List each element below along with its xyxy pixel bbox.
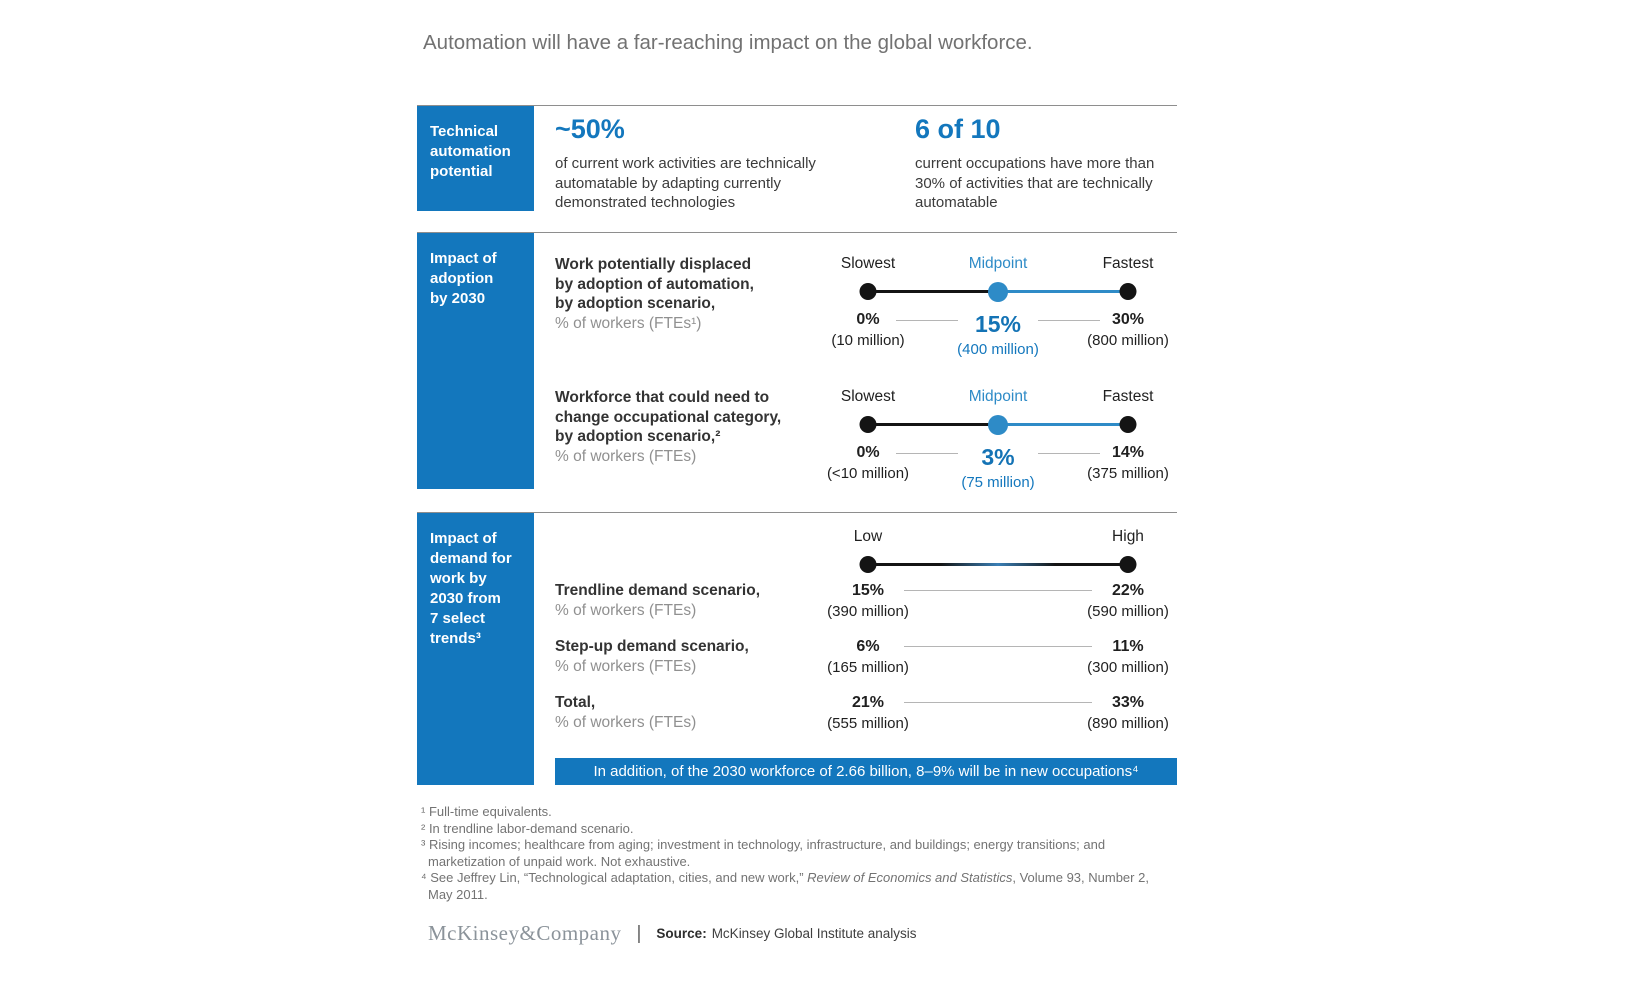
value-connector-line [904, 702, 1092, 703]
source-text: McKinsey Global Institute analysis [711, 926, 917, 941]
row-label-work-displaced [555, 255, 754, 333]
value-slowest [831, 311, 904, 349]
sidebar-technical-automation-potential [417, 106, 534, 211]
row-label-line: by adoption scenario, [555, 295, 716, 312]
adoption-values-row2 [826, 444, 1169, 491]
scale-label-slowest: Slowest [840, 255, 896, 272]
row-sublabel: % of workers (FTEs) [555, 447, 697, 465]
value-percent: 0% [856, 444, 880, 461]
section-technical-automation-potential [417, 105, 1177, 233]
value-percent: 33% [1111, 694, 1145, 711]
footnote-2: ² In trendline labor-demand scenario. [421, 820, 634, 836]
value-connector-line [904, 590, 1092, 591]
value-percent: 6% [856, 638, 880, 655]
value-high [1087, 582, 1169, 620]
sidebar-label-line: automation [430, 143, 511, 160]
stat-description: of current work activities are technically automatable by adapting currently demonstrated technologies [555, 155, 816, 211]
adoption-values-row1 [831, 311, 1169, 358]
value-millions: (75 million) [961, 474, 1035, 491]
sidebar-label-line: demand for [430, 550, 512, 567]
footnotes [421, 804, 1176, 903]
stat-occupations-automatable [915, 114, 1163, 213]
row-label-line: change occupational category, [555, 408, 782, 426]
fastest-dot-icon [1120, 283, 1137, 300]
footer [428, 921, 917, 946]
sidebar-label-line: by 2030 [430, 290, 486, 307]
value-millions: (590 million) [1087, 603, 1169, 620]
page-title: Automation will have a far-reaching impact on the global workforce. [423, 31, 1033, 54]
value-percent: 15% [974, 311, 1022, 337]
scale-label-midpoint: Midpoint [968, 255, 1028, 272]
midpoint-dot-icon [988, 282, 1008, 302]
sidebar-label-line: 7 select [430, 610, 486, 627]
stat-value: 6 of 10 [915, 114, 1001, 144]
scale-label-midpoint: Midpoint [968, 388, 1028, 405]
value-connector-line [896, 320, 958, 321]
value-millions: (10 million) [831, 332, 905, 349]
value-millions: (<10 million) [826, 465, 910, 482]
value-millions: (375 million) [1087, 465, 1169, 482]
value-percent: 0% [856, 311, 880, 328]
value-percent: 15% [851, 582, 885, 599]
value-slowest [827, 444, 909, 482]
sidebar-label-line: Impact of [430, 250, 497, 267]
row-label-line: Step-up demand scenario, [555, 638, 749, 655]
value-millions: (400 million) [957, 341, 1039, 358]
row-sublabel: % of workers (FTEs) [555, 601, 697, 619]
value-connector-line [904, 646, 1092, 647]
value-millions: (390 million) [827, 603, 909, 620]
value-low [827, 582, 909, 620]
row-label-line: by adoption of automation, [555, 275, 754, 293]
slowest-dot-icon [860, 283, 877, 300]
low-dot-icon [860, 556, 877, 573]
stat-description: current occupations have more than 30% of activities that are technically automatable [915, 155, 1155, 211]
value-midpoint [961, 444, 1034, 491]
row-label-line: by adoption scenario,² [555, 428, 721, 445]
new-occupations-banner: In addition, of the 2030 workforce of 2.66 billion, 8–9% will be in new occupations⁴ [555, 758, 1177, 785]
value-percent: 3% [981, 444, 1015, 470]
scale-track [868, 563, 1128, 566]
footer-divider: | [636, 922, 642, 944]
value-millions: (165 million) [827, 659, 909, 676]
row-label-trendline [555, 581, 760, 620]
mckinsey-logo: McKinsey&Company [428, 921, 622, 945]
row-label-line: Total, [555, 694, 596, 711]
row-label-occupational-change [555, 388, 781, 466]
value-high [1087, 638, 1169, 676]
sidebar-label-line: Technical [430, 123, 499, 140]
value-midpoint [957, 311, 1039, 358]
value-percent: 22% [1111, 582, 1145, 599]
scale-label-slowest: Slowest [840, 388, 896, 405]
footnote-4-journal: Review of Economics and Statistics [807, 870, 1013, 885]
value-fastest [1087, 444, 1169, 482]
value-low [827, 638, 909, 676]
row-label-line: Workforce that could need to [555, 389, 770, 406]
section-impact-of-demand [417, 512, 1177, 806]
sidebar-impact-of-adoption [417, 233, 534, 489]
stat-value: ~50% [555, 114, 625, 144]
row-label-step-up [555, 637, 749, 676]
section-impact-of-adoption [417, 232, 1177, 513]
slowest-dot-icon [860, 416, 877, 433]
row-sublabel: % of workers (FTEs) [555, 657, 697, 675]
value-millions: (555 million) [827, 715, 909, 732]
row-sublabel: % of workers (FTEs¹) [555, 314, 702, 332]
sidebar-label-line: 2030 from [430, 590, 501, 607]
midpoint-dot-icon [988, 415, 1008, 435]
footnote-4-post: , Volume 93, Number 2, May 2011. [428, 870, 1149, 902]
fastest-dot-icon [1120, 416, 1137, 433]
row-label-line: Work potentially displaced [555, 256, 752, 273]
footnote-1: ¹ Full-time equivalents. [421, 804, 552, 819]
scale-label-fastest: Fastest [1102, 255, 1154, 272]
footnote-3: ³ Rising incomes; healthcare from aging; investment in technology, infrastructure, and buildings; energy transitions; and marketization of unpaid work. Not exhaustive. [421, 837, 1106, 869]
sidebar-label-line: adoption [430, 270, 494, 287]
source-label: Source: [656, 926, 707, 941]
footnote-4 [421, 870, 1176, 903]
high-dot-icon [1120, 556, 1137, 573]
sidebar-label-line: trends³ [430, 630, 481, 647]
sidebar-label-line: work by [430, 570, 487, 587]
value-millions: (890 million) [1087, 715, 1169, 732]
value-percent: 11% [1112, 638, 1144, 655]
scale-label-low: Low [853, 528, 883, 545]
demand-values-total [827, 694, 1169, 738]
row-label-line: Trendline demand scenario, [555, 582, 761, 599]
sidebar-label-line: Impact of [430, 530, 497, 547]
value-high [1087, 694, 1169, 732]
sidebar-label-line: potential [430, 163, 493, 180]
value-millions: (800 million) [1087, 332, 1169, 349]
value-fastest [1087, 311, 1169, 349]
scale-label-fastest: Fastest [1102, 388, 1154, 405]
value-percent: 14% [1111, 444, 1145, 461]
footnote-4-pre: ⁴ See Jeffrey Lin, “Technological adaptation, cities, and new work,” [421, 870, 808, 885]
row-label-total [555, 693, 696, 732]
demand-values-trendline [827, 582, 1169, 626]
value-low [827, 694, 909, 732]
row-sublabel: % of workers (FTEs) [555, 713, 697, 731]
value-percent: 21% [851, 694, 885, 711]
demand-values-step-up [827, 638, 1169, 682]
sidebar-impact-of-demand [417, 513, 534, 785]
scale-label-high: High [1112, 528, 1144, 545]
value-percent: 30% [1111, 311, 1145, 328]
stat-activities-automatable [555, 114, 867, 213]
value-millions: (300 million) [1087, 659, 1169, 676]
